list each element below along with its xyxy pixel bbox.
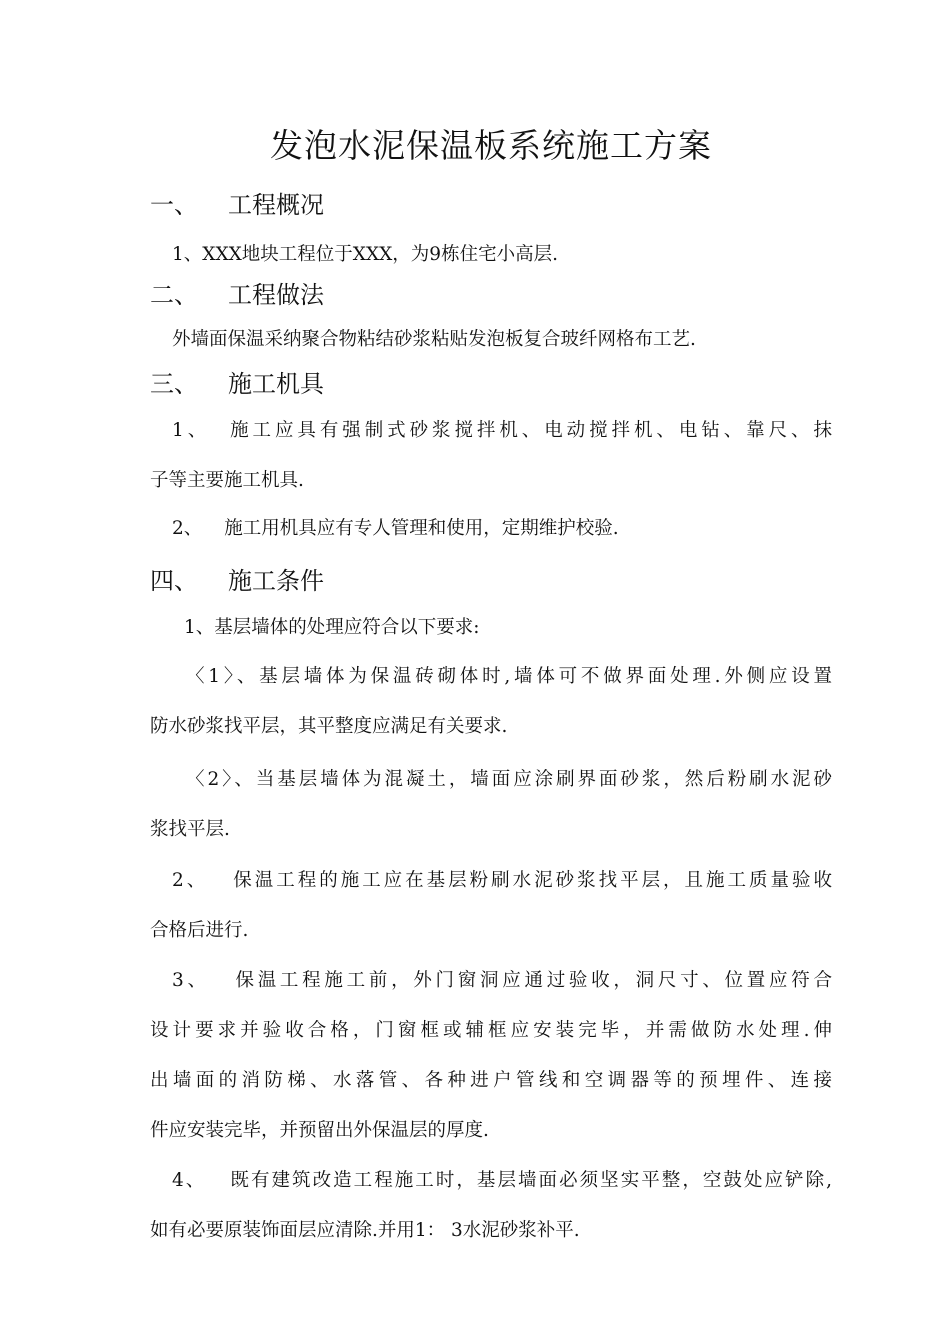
document-title: 发泡水泥保温板系统施工方案 — [270, 126, 712, 165]
section-number: 二、 — [150, 281, 198, 309]
sub-item — [150, 652, 832, 752]
text-line: 件应安装完毕，并预留出外保温层的厚度. — [150, 1120, 489, 1141]
paragraph — [172, 230, 854, 280]
item-number: 2、 — [172, 518, 203, 539]
section-number: 三、 — [150, 370, 198, 398]
paragraph — [184, 603, 866, 653]
text-line: 子等主要施工机具. — [150, 470, 304, 491]
list-item — [150, 1156, 832, 1256]
text-line — [150, 1156, 832, 1206]
section-title: 工程做法 — [228, 281, 324, 309]
text-line: 出墙面的消防梯、水落管、各种进户管线和空调器等的预埋件、连接 — [150, 1070, 832, 1091]
text-line: 浆找平层. — [150, 819, 230, 840]
item-text: 施工应具有强制式砂浆搅拌机、电动搅拌机、电钻、靠尺、抹 — [226, 420, 832, 441]
section-number: 一、 — [150, 191, 198, 219]
text-line — [150, 856, 832, 906]
text-line: 1、XXX地块工程位于XXX，为9栋住宅小高层. — [172, 244, 558, 265]
text-line: 设计要求并验收合格，门窗框或辅框应安装完毕，并需做防水处理.伸 — [150, 1020, 832, 1041]
text-line: 〈1〉、基层墙体为保温砖砌体时,墙体可不做界面处理.外侧应设置 — [186, 666, 832, 687]
section-heading-4 — [150, 564, 324, 598]
list-item — [150, 504, 832, 554]
text-line — [150, 504, 832, 554]
text-line: 防水砂浆找平层，其平整度应满足有关要求. — [150, 716, 508, 737]
list-item — [150, 956, 832, 1156]
text-line — [150, 956, 832, 1006]
section-number: 四、 — [150, 567, 198, 595]
text-line: 如有必要原装饰面层应清除.并用1： 3水泥砂浆补平. — [150, 1220, 580, 1241]
list-item — [150, 406, 832, 506]
item-text: 施工用机具应有专人管理和使用，定期维护校验. — [224, 518, 619, 539]
item-text: 保温工程的施工应在基层粉刷水泥砂浆找平层，且施工质量验收 — [230, 870, 832, 891]
paragraph — [172, 315, 854, 365]
section-title: 施工条件 — [228, 567, 324, 595]
item-number: 1、 — [172, 420, 211, 441]
section-title: 施工机具 — [228, 370, 324, 398]
section-title: 工程概况 — [228, 191, 324, 219]
text-line: 外墙面保温采纳聚合物粘结砂浆粘贴发泡板复合玻纤网格布工艺. — [172, 329, 696, 350]
item-text: 既有建筑改造工程施工时，基层墙面必须坚实平整，空鼓处应铲除, — [228, 1170, 832, 1191]
text-line: 1、基层墙体的处理应符合以下要求: — [184, 617, 480, 638]
sub-item — [150, 755, 832, 855]
section-heading-2 — [150, 278, 324, 312]
section-heading-3 — [150, 367, 324, 401]
text-line: 合格后进行. — [150, 920, 249, 941]
section-heading-1 — [150, 188, 324, 222]
list-item — [150, 856, 832, 956]
item-number: 4、 — [172, 1170, 207, 1191]
text-line — [150, 406, 832, 456]
item-number: 3、 — [172, 970, 210, 991]
item-number: 2、 — [172, 870, 209, 891]
item-text: 保温工程施工前，外门窗洞应通过验收，洞尺寸、位置应符合 — [231, 970, 832, 991]
text-line: 〈2〉、当基层墙体为混凝土，墙面应涂刷界面砂浆，然后粉刷水泥砂 — [186, 769, 832, 790]
